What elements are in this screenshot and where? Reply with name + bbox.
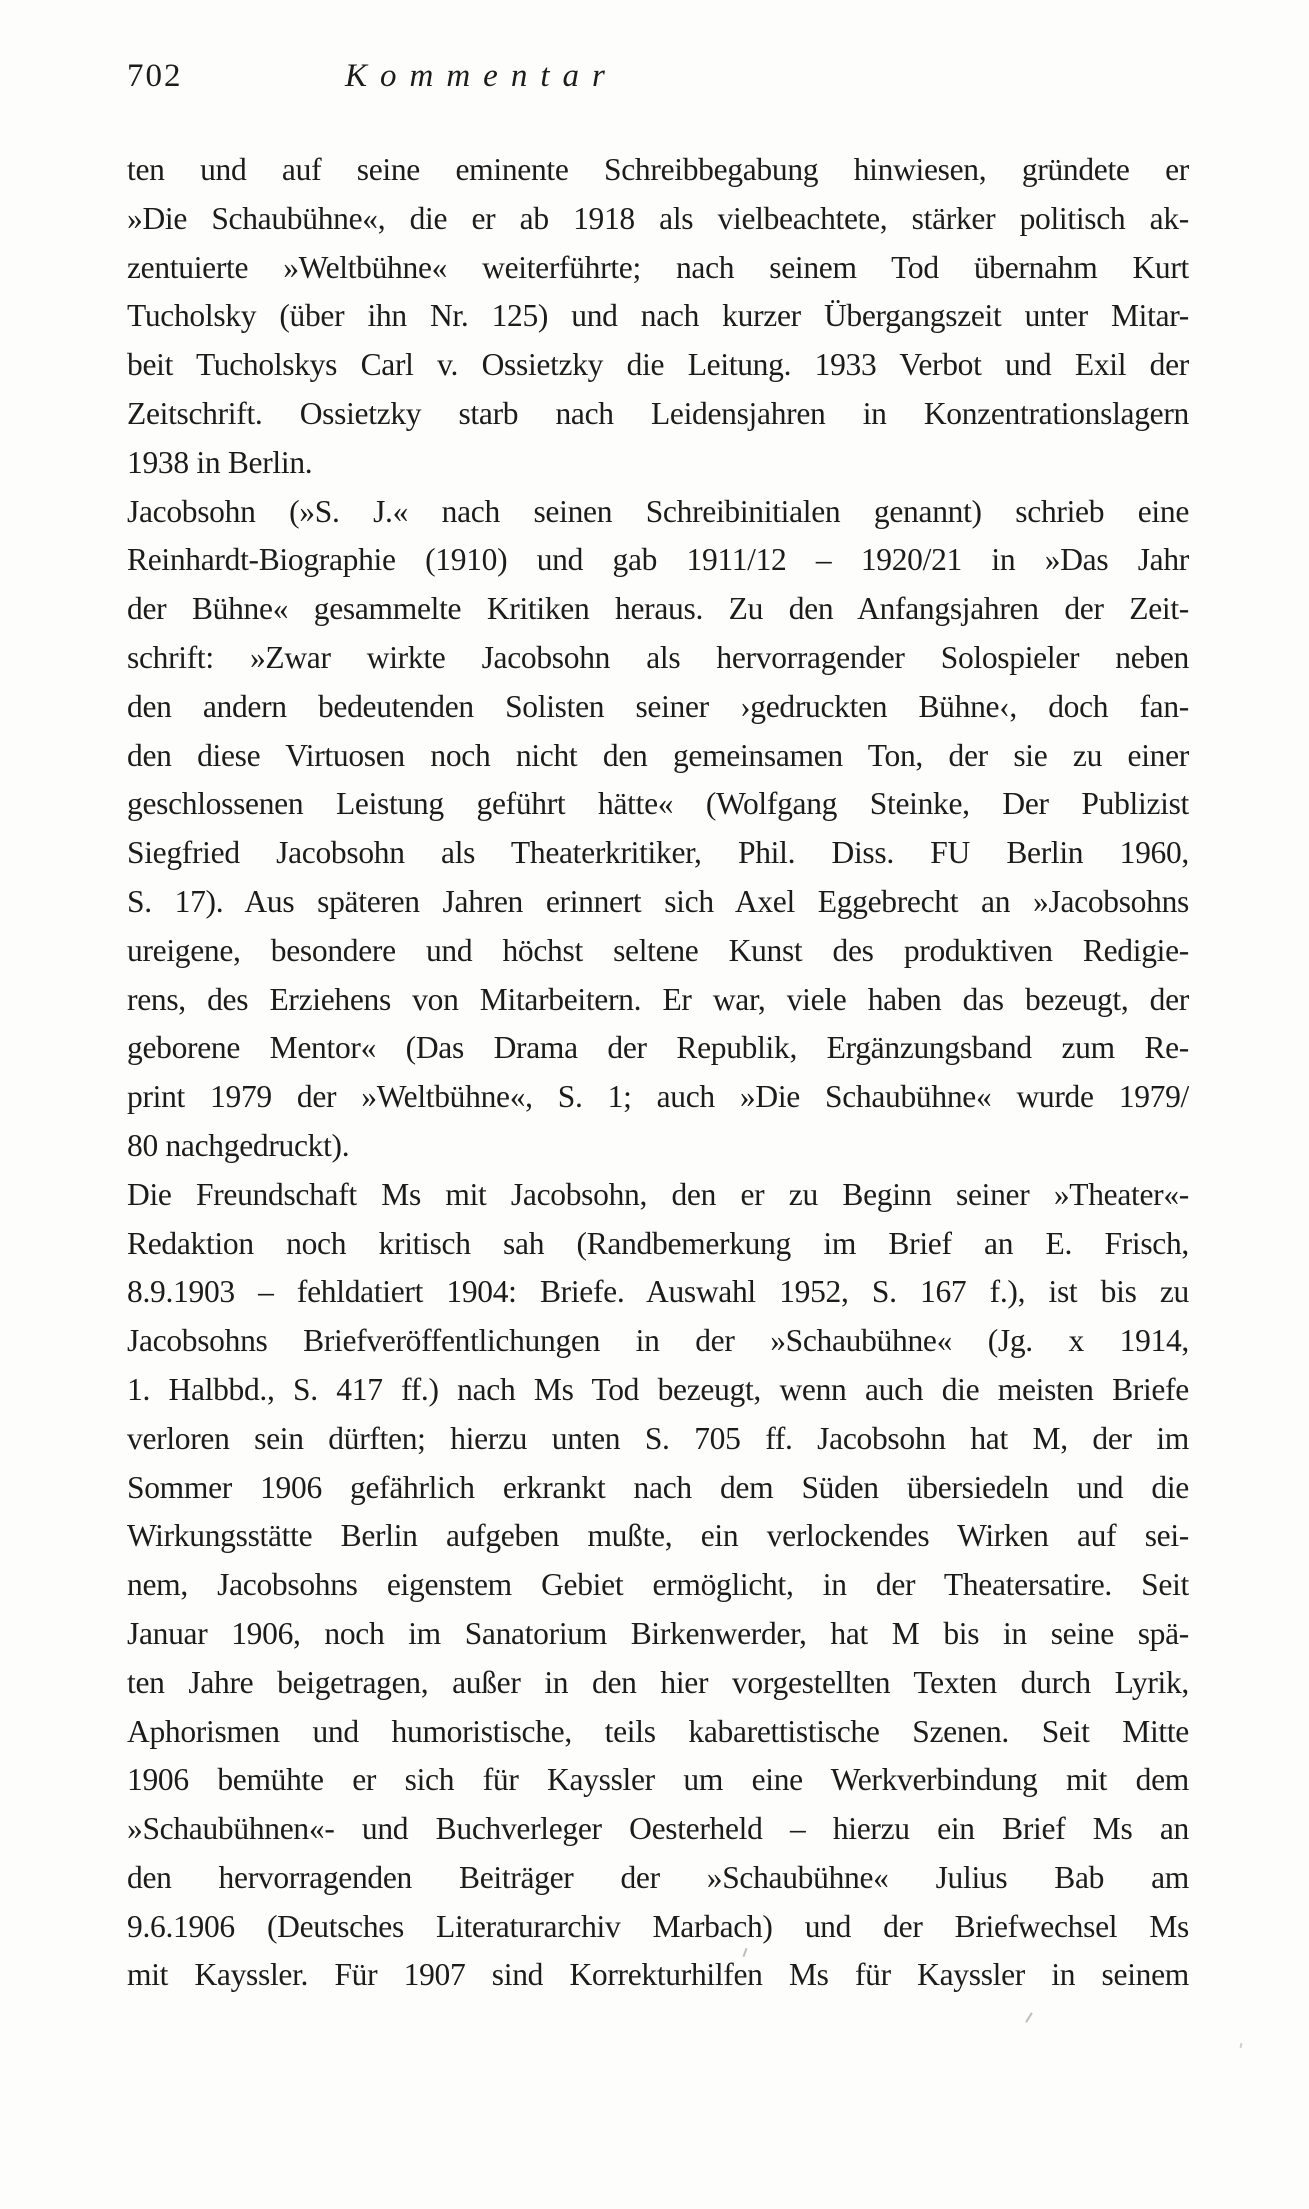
text-line: ten Jahre beigetragen, außer in den hier vorgestellten Texten durch Lyrik,	[127, 1664, 1189, 1700]
text-line: »Schaubühnen«- und Buchverleger Oesterheld – hierzu ein Brief Ms an	[127, 1811, 1189, 1847]
text-line: Wirkungsstätte Berlin aufgeben mußte, ein verlockendes Wirken auf sei-	[127, 1518, 1189, 1554]
text-line: Tucholsky (über ihn Nr. 125) und nach kurzer Übergangszeit unter Mitar-	[127, 298, 1189, 334]
text-line: geschlossenen Leistung geführt hätte« (Wolfgang Steinke, Der Publizist	[127, 786, 1189, 822]
text-line: Siegfried Jacobsohn als Theaterkritiker, Phil. Diss. FU Berlin 1960,	[127, 835, 1189, 871]
text-line: den diese Virtuosen noch nicht den gemeinsamen Ton, der sie zu einer	[127, 737, 1189, 773]
text-line: verloren sein dürften; hierzu unten S. 705 ff. Jacobsohn hat M, der im	[127, 1420, 1189, 1456]
text-line: Jacobsohns Briefveröffentlichungen in der »Schaubühne« (Jg. x 1914,	[127, 1323, 1189, 1359]
text-line: zentuierte »Weltbühne« weiterführte; nach seinem Tod übernahm Kurt	[127, 249, 1189, 285]
running-header	[127, 54, 1189, 98]
paragraph	[127, 488, 1189, 1171]
text-line: den hervorragenden Beiträger der »Schaubühne« Julius Bab am	[127, 1859, 1189, 1895]
text-line: Die Freundschaft Ms mit Jacobsohn, den er zu Beginn seiner »Theater«-	[127, 1176, 1189, 1212]
scan-speck	[1025, 2012, 1033, 2022]
text-line: rens, des Erziehens von Mitarbeitern. Er war, viele haben das bezeugt, der	[127, 981, 1189, 1017]
text-line: 1906 bemühte er sich für Kayssler um eine Werkverbindung mit dem	[127, 1762, 1189, 1798]
scan-speck	[1240, 2043, 1243, 2048]
text-line: 9.6.1906 (Deutsches Literaturarchiv Marbach) und der Briefwechsel Ms	[127, 1908, 1189, 1944]
text-line: print 1979 der »Weltbühne«, S. 1; auch »Die Schaubühne« wurde 1979/	[127, 1079, 1189, 1115]
text-line: den andern bedeutenden Solisten seiner ›gedruckten Bühne‹, doch fan-	[127, 688, 1189, 724]
text-line: geborene Mentor« (Das Drama der Republik, Ergänzungsband zum Re-	[127, 1030, 1189, 1066]
text-line: ureigene, besondere und höchst seltene Kunst des produktiven Redigie-	[127, 932, 1189, 968]
text-line: der Bühne« gesammelte Kritiken heraus. Zu den Anfangsjahren der Zeit-	[127, 591, 1189, 627]
text-line: schrift: »Zwar wirkte Jacobsohn als hervorragender Solospieler neben	[127, 639, 1189, 675]
text-line: Redaktion noch kritisch sah (Randbemerkung im Brief an E. Frisch,	[127, 1225, 1189, 1261]
text-line: Sommer 1906 gefährlich erkrankt nach dem Süden übersiedeln und die	[127, 1469, 1189, 1505]
text-line: Jacobsohn (»S. J.« nach seinen Schreibinitialen genannt) schrieb eine	[127, 493, 1189, 529]
text-line: nem, Jacobsohns eigenstem Gebiet ermöglicht, in der Theatersatire. Seit	[127, 1567, 1189, 1603]
text-line: 80 nachgedruckt).	[127, 1127, 350, 1163]
text-line: Aphorismen und humoristische, teils kabarettistische Szenen. Seit Mitte	[127, 1713, 1189, 1749]
text-line: Reinhardt-Biographie (1910) und gab 1911/12 – 1920/21 in »Das Jahr	[127, 542, 1189, 578]
paragraph	[127, 146, 1189, 488]
running-head-title: Kommentar	[345, 58, 618, 94]
text-line: mit Kayssler. Für 1907 sind Korrekturhilfen Ms für Kayssler in seinem	[127, 1957, 1189, 1993]
text-line: ten und auf seine eminente Schreibbegabung hinwiesen, gründete er	[127, 152, 1189, 187]
text-line: Zeitschrift. Ossietzky starb nach Leidensjahren in Konzentrationslagern	[127, 395, 1189, 431]
text-line: 1938 in Berlin.	[127, 444, 313, 480]
text-line: 1. Halbbd., S. 417 ff.) nach Ms Tod bezeugt, wenn auch die meisten Briefe	[127, 1371, 1189, 1407]
paragraph	[127, 1171, 1189, 2001]
text-line: 8.9.1903 – fehldatiert 1904: Briefe. Auswahl 1952, S. 167 f.), ist bis zu	[127, 1274, 1189, 1310]
page-number: 702	[127, 58, 183, 94]
text-line: »Die Schaubühne«, die er ab 1918 als vielbeachtete, stärker politisch ak-	[127, 200, 1189, 236]
text-line: beit Tucholskys Carl v. Ossietzky die Leitung. 1933 Verbot und Exil der	[127, 347, 1189, 383]
text-line: Januar 1906, noch im Sanatorium Birkenwerder, hat M bis in seine spä-	[127, 1615, 1189, 1651]
text-block	[127, 146, 1189, 2000]
text-line: S. 17). Aus späteren Jahren erinnert sich Axel Eggebrecht an »Jacobsohns	[127, 883, 1189, 919]
